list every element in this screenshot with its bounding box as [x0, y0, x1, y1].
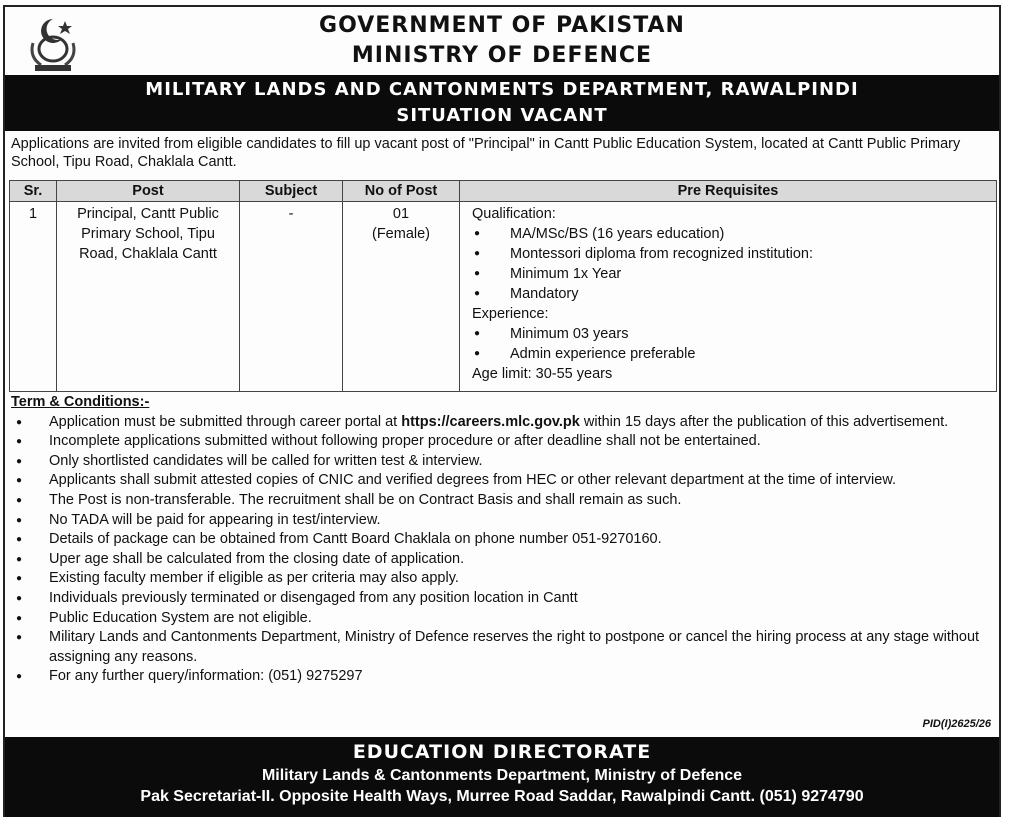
- list-item: ● Applicants shall submit attested copies of CNIC and verified degrees from HEC or other relevant department at the time of interview.: [49, 471, 999, 491]
- table-header-row: [10, 181, 997, 202]
- header-subject: Subject: [240, 181, 343, 202]
- posts-table: [9, 180, 997, 392]
- term-text: Application must be submitted through career portal at: [49, 413, 402, 430]
- cell-sr: 1: [10, 202, 57, 392]
- list-item: ● Admin experience preferable: [510, 344, 992, 364]
- term-text: within 15 days after the publication of this advertisement.: [579, 413, 949, 430]
- list-item: ● For any further query/information: (051) 9275297: [49, 667, 999, 687]
- terms-title: Term & Conditions:-: [11, 394, 150, 410]
- notice-title: SITUATION VACANT: [396, 105, 608, 126]
- table-row: [10, 202, 997, 392]
- list-item: ● Existing faculty member if eligible as per criteria may also apply.: [49, 569, 999, 589]
- list-item: ● Individuals previously terminated or disengaged from any position location in Cantt: [49, 589, 999, 609]
- intro-text: Applications are invited from eligible candidates to fill up vacant post of "Principal" in Cantt Public Education System, located at Cantt Public Primary School, Tipu Road, Chaklala Cantt.: [11, 136, 961, 170]
- advertisement: [3, 5, 1001, 817]
- list-item: ● MA/MSc/BS (16 years education): [510, 224, 992, 244]
- qualification-label: Qualification:: [472, 206, 556, 222]
- footer-banner: [5, 737, 999, 817]
- qualification-list: [472, 224, 992, 304]
- header-prerequisites: Pre Requisites: [460, 181, 997, 202]
- list-item: ● Details of package can be obtained from Cantt Board Chaklala on phone number 051-9270160.: [49, 530, 999, 550]
- list-item: ● Only shortlisted candidates will be called for written test & interview.: [49, 452, 999, 472]
- experience-list: [472, 324, 992, 364]
- header-sr: Sr.: [10, 181, 57, 202]
- terms-list: [11, 413, 999, 687]
- footer-address: Pak Secretariat-II. Opposite Health Ways, Murree Road Saddar, Rawalpindi Cantt. (051) 9274790: [140, 788, 864, 805]
- list-item: ● Public Education System are not eligible.: [49, 609, 999, 629]
- list-item: ● Minimum 03 years: [510, 324, 992, 344]
- list-item: ● Uper age shall be calculated from the closing date of application.: [49, 550, 999, 570]
- cell-subject: -: [240, 202, 343, 392]
- department-banner: [5, 75, 999, 131]
- list-item: ● Montessori diploma from recognized institution:: [510, 244, 992, 264]
- experience-label: Experience:: [472, 306, 549, 322]
- footer-department: Military Lands & Cantonments Department, Ministry of Defence: [261, 767, 743, 784]
- header: [5, 7, 999, 83]
- pid-code: PID(I)2625/26: [922, 718, 991, 730]
- list-item: ● Minimum 1x Year: [510, 264, 992, 284]
- list-item: ● Incomplete applications submitted without following proper procedure or after deadline shall not be entertained.: [49, 432, 999, 452]
- cell-post: Principal, Cantt Public Primary School, Tipu Road, Chaklala Cantt: [57, 202, 240, 392]
- header-post: Post: [57, 181, 240, 202]
- post-count: 01: [392, 206, 410, 222]
- ministry-title: MINISTRY OF DEFENCE: [351, 43, 653, 68]
- directorate-title: EDUCATION DIRECTORATE: [352, 741, 652, 763]
- post-gender: (Female): [371, 226, 430, 242]
- government-title: GOVERNMENT OF PAKISTAN: [319, 13, 685, 38]
- cell-no-of-post: [343, 202, 460, 392]
- careers-portal-link[interactable]: https://careers.mlc.gov.pk: [401, 413, 580, 430]
- list-item: ● Mandatory: [510, 284, 992, 304]
- age-limit: Age limit: 30-55 years: [472, 366, 613, 382]
- list-item: ● The Post is non-transferable. The recruitment shall be on Contract Basis and shall remain as such.: [49, 491, 999, 511]
- terms-section: [11, 393, 999, 687]
- cell-prerequisites: [460, 202, 997, 392]
- list-item: ● Military Lands and Cantonments Department, Ministry of Defence reserves the right to postpone or cancel the hiring process at any stage without assigning any reasons.: [49, 628, 999, 667]
- list-item: [49, 413, 999, 433]
- header-no-of-post: No of Post: [343, 181, 460, 202]
- department-title: MILITARY LANDS AND CANTONMENTS DEPARTMENT, RAWALPINDI: [145, 79, 859, 100]
- list-item: ● No TADA will be paid for appearing in test/interview.: [49, 511, 999, 531]
